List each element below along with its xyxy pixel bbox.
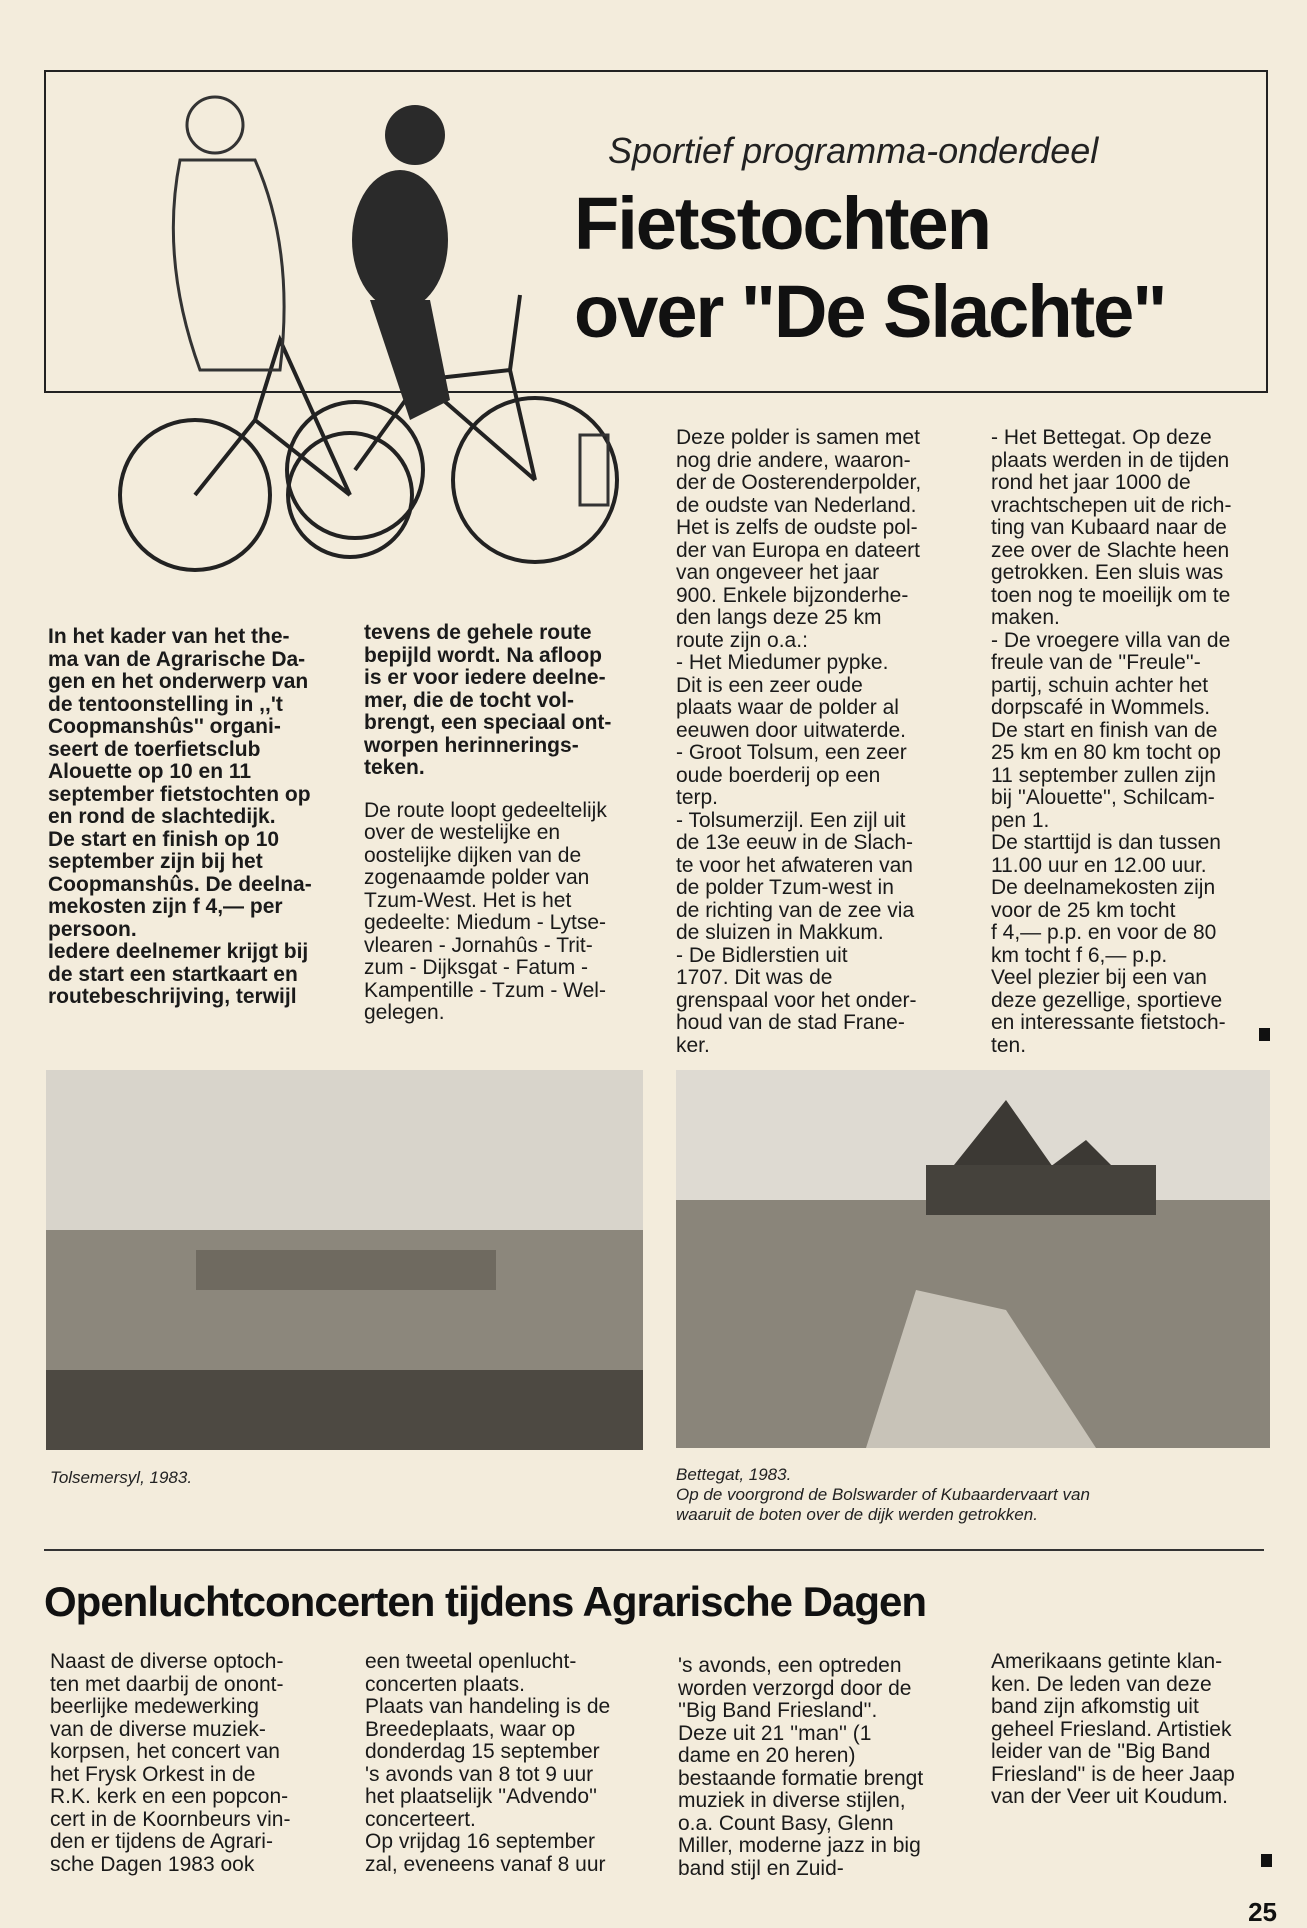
article-column-1: In het kader van het the- ma van de Agrarische Da- gen en het onderwerp van de tentoonstelling in ,,'t Coopmanshûs'' organi- seert de toerfietsclub Alouette op 10 en 11 september fietstochten op en rond de slachtedijk. De start en finish op 10 september zijn bij het Coopmanshûs. De deelna- mekosten zijn f 4,— per persoon. Iedere deelnemer krijgt bij de start een startkaart en routebeschrijving, terwijl [48,625,312,1008]
article-column-2 [364,622,644,1025]
end-mark-2 [1261,1854,1272,1867]
headline-line-1: Fietstochten [574,182,990,265]
caption-right-line-2: Op de voorgrond de Bolswarder of Kubaardervaart van [676,1485,1090,1504]
photo-caption-left: Tolsemersyl, 1983. [50,1468,193,1487]
article-column-4: - Het Bettegat. Op deze plaats werden in de tijden rond het jaar 1000 de vrachtschepen uit de rich- ting van Kubaard naar de zee over de Slachte heen getrokken. Een sluis was toen nog te moeilijk om te maken. - De vroegere villa van de freule van de ''Freule''- partij, schuin achter het dorpscafé in Wommels. De start en finish van de 25 km en 80 km tocht op 11 september zullen zijn bij ''Alouette'', Schilcam- pen 1. De starttijd is dan tussen 11.00 uur en 12.00 uur. De deelnamekosten zijn voor de 25 km tocht f 4,— p.p. en voor de 80 km tocht f 6,— p.p. Veel plezier bij een van deze gezellige, sportieve en interessante fietstoch- ten. [991,426,1232,1057]
concert-column-2: een tweetal openlucht- concerten plaats. Plaats van handeling is de Breedeplaats, waar op donderdag 15 september 's avonds van 8 tot 9 uur het plaatselijk ''Advendo'' concerteert. Op vrijdag 16 september zal, eveneens vanaf 8 uur [365,1650,611,1876]
photo-reeds-scene [46,1070,643,1450]
article-column-2-lead: tevens de gehele route bepijld wordt. Na afloop is er voor iedere deelne- mer, die de tocht vol- brengt, een speciaal ont- worpen herinnerings- teken. [364,621,612,779]
caption-right-line-1: Bettegat, 1983. [676,1465,792,1484]
page-number: 25 [1248,1897,1277,1927]
concert-column-4: Amerikaans getinte klan- ken. De leden van deze band zijn afkomstig uit geheel Friesland. Artistiek leider van de ''Big Band Friesland'' is de heer Jaap van der Veer uit Koudum. [991,1650,1235,1808]
caption-right-line-3: waaruit de boten over de dijk werden getrokken. [676,1505,1038,1524]
concert-column-3: 's avonds, een optreden worden verzorgd door de ''Big Band Friesland''. Deze uit 21 ''man'' (1 dame en 20 heren) bestaande formatie brengt muziek in diverse stijlen, o.a. Count Basy, Glenn Miller, moderne jazz in big band stijl en Zuid- [678,1654,924,1880]
headline-line-2: over "De Slachte" [574,270,1166,353]
article-column-2-body: De route loopt gedeeltelijk over de westelijke en oostelijke dijken van de zogenaamde polder van Tzum-West. Het is het gedeelte: Miedum - Lytse- vlearen - Jornahûs - Trit- zum - Dijksgat - Fatum - Kampentille - Tzum - Wel- gelegen. [364,798,607,1024]
article-kicker: Sportief programma-onderdeel [608,130,1099,171]
concert-article-title: Openluchtconcerten tijdens Agrarische Dagen [44,1578,926,1625]
photo-farm-scene [676,1070,1270,1448]
end-mark [1259,1028,1270,1041]
photo-bettegat [676,1070,1270,1448]
photo-tolsemersyl [46,1070,643,1450]
article-headline [574,180,1165,356]
photo-caption-right [676,1465,1266,1525]
section-divider [44,1549,1264,1551]
cyclists-illustration [80,40,640,600]
concert-column-1: Naast de diverse optoch- ten met daarbij de onont- beerlijke medewerking van de diverse muziek- korpsen, het concert van het Frysk Orkest in de R.K. kerk en een popcon- cert in de Koornbeurs vin- den er tijdens de Agrari- sche Dagen 1983 ook [50,1650,291,1876]
article-column-3: Deze polder is samen met nog drie andere, waaron- der de Oosterenderpolder, de oudste van Nederland. Het is zelfs de oudste pol- der van Europa en dateert van ongeveer het jaar 900. Enkele bijzonderhe- den langs deze 25 km route zijn o.a.: - Het Miedumer pypke. Dit is een zeer oude plaats waar de polder al eeuwen door uitwaterde. - Groot Tolsum, een zeer oude boerderij op een terp. - Tolsumerzijl. Een zijl uit de 13e eeuw in de Slach- te voor het afwateren van de polder Tzum-west in de richting van de zee via de sluizen in Makkum. - De Bidlerstien uit 1707. Dit was de grenspaal voor het onder- houd van de stad Frane- ker. [676,426,922,1057]
